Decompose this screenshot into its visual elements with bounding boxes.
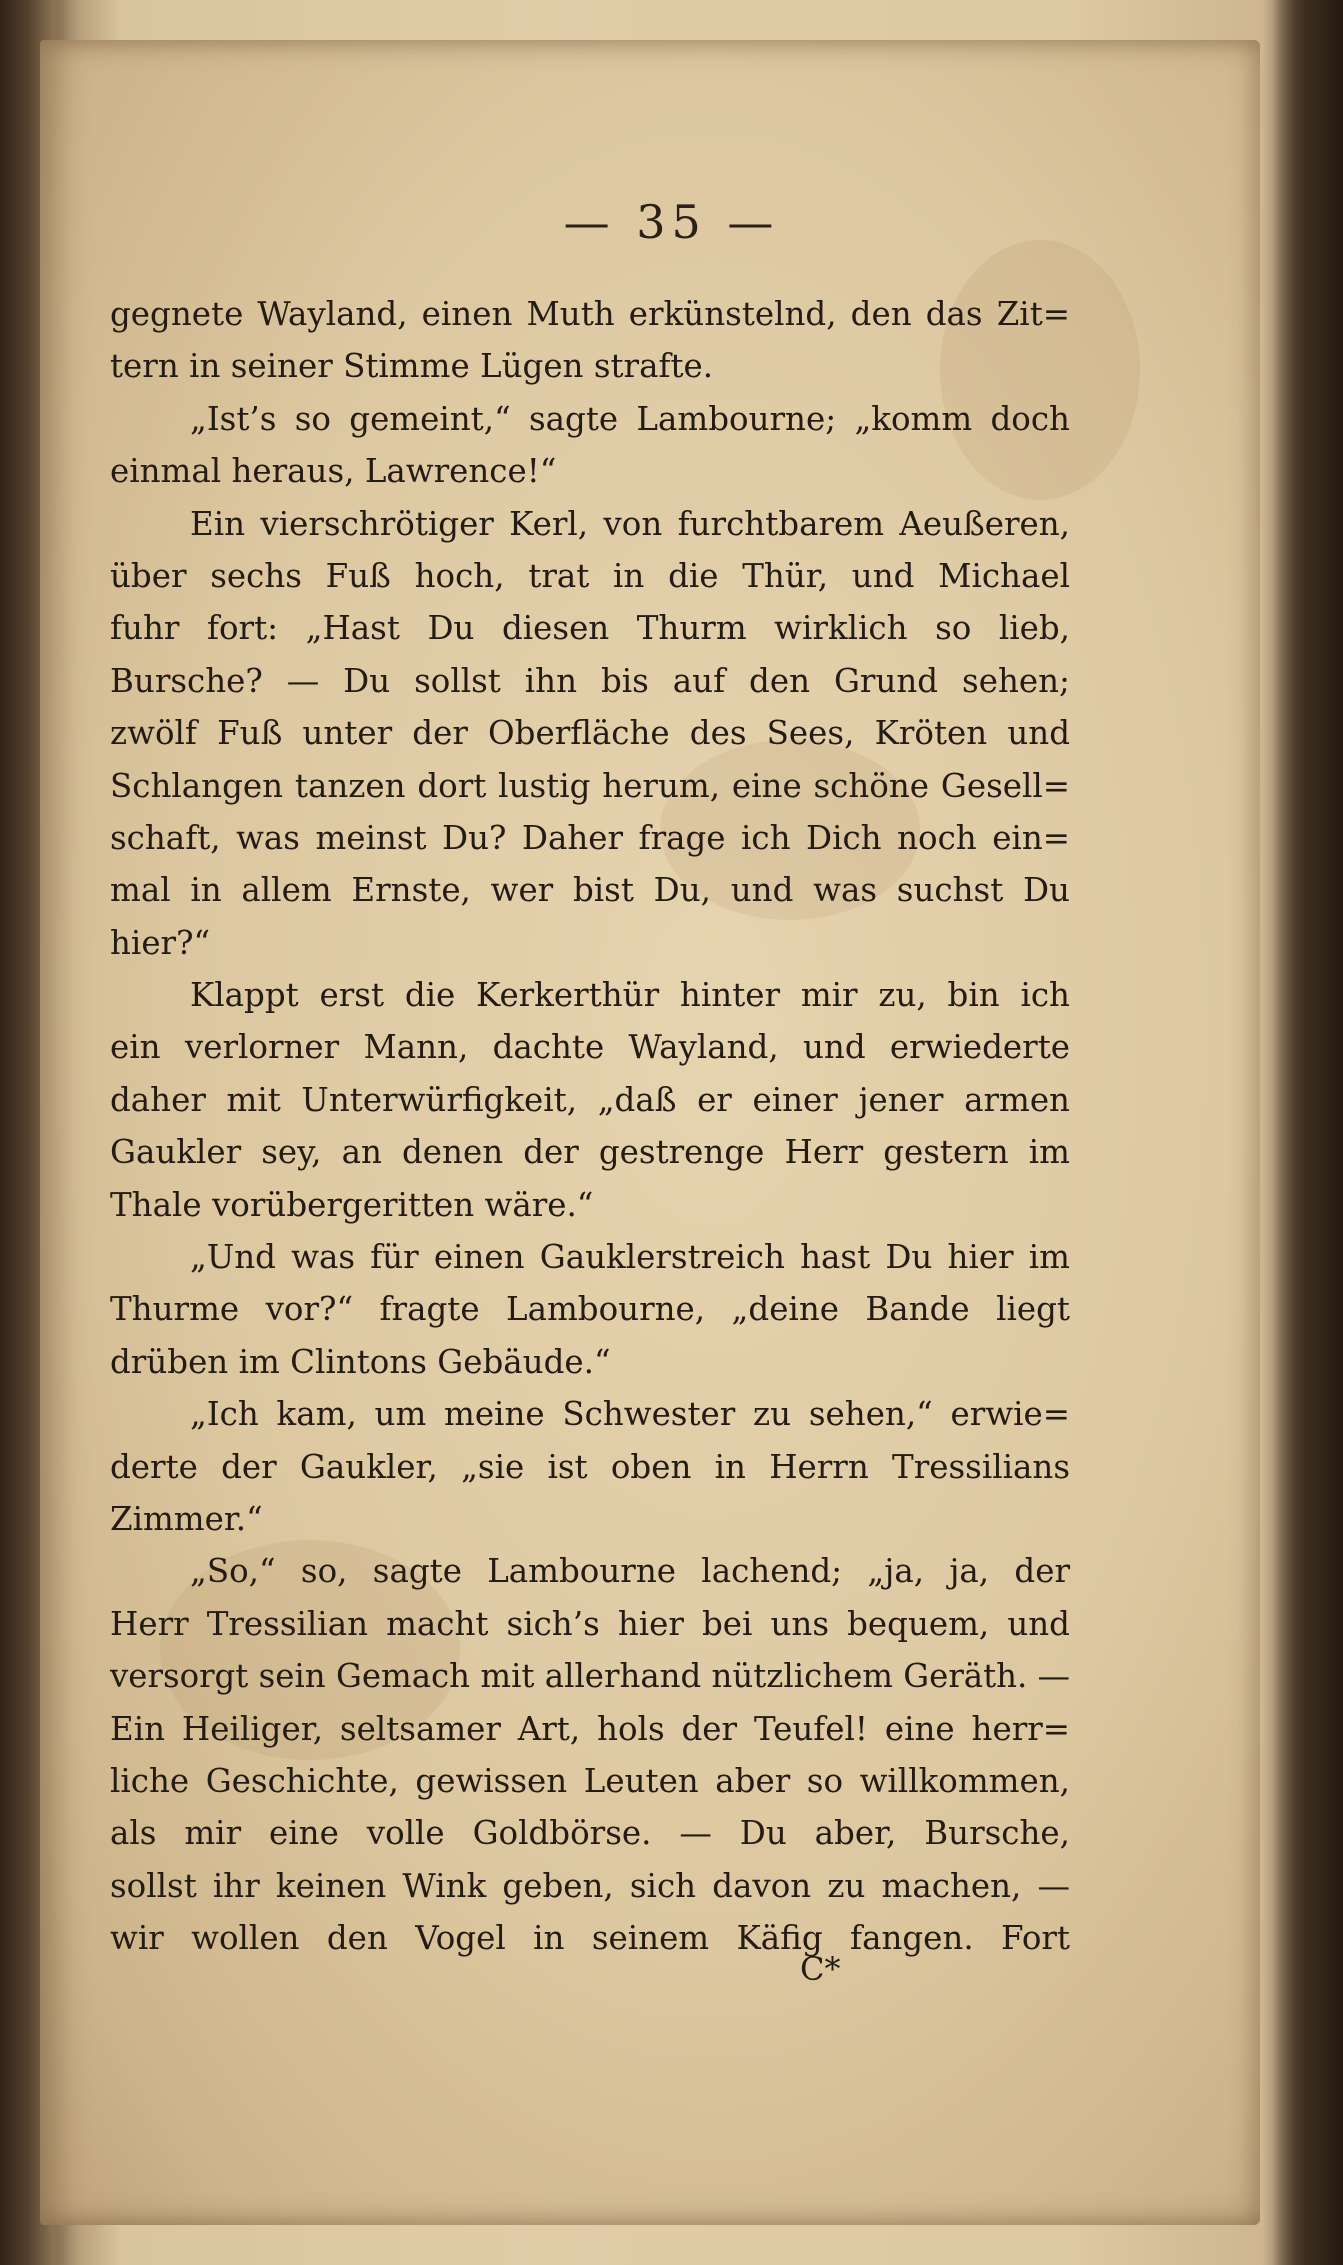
text-line: schaft, was meinst Du? Daher frage ich Dich noch ein= (110, 818, 1070, 857)
text-line: Bursche? — Du sollst ihn bis auf den Grund sehen; (110, 661, 1070, 700)
text-line: versorgt sein Gemach mit allerhand nützlichem Geräth. — (110, 1657, 1070, 1696)
text-line: „Ich kam, um meine Schwester zu sehen,“ erwie= (190, 1395, 1070, 1434)
text-line: „Und was für einen Gauklerstreich hast Du hier im (190, 1238, 1070, 1277)
signature-mark: C* (800, 1950, 841, 1988)
text-line: Zimmer.“ (110, 1499, 263, 1538)
body-text (110, 288, 1070, 1965)
text-line: Thale vorübergeritten wäre.“ (110, 1185, 594, 1224)
text-line: hier?“ (110, 923, 211, 962)
text-line: Schlangen tanzen dort lustig herum, eine schöne Gesell= (110, 766, 1070, 805)
text-line: fuhr fort: „Hast Du diesen Thurm wirklich so lieb, (110, 609, 1070, 648)
text-line: einmal heraus, Lawrence!“ (110, 452, 557, 491)
text-line: gegnete Wayland, einen Muth erkünstelnd, den das Zit= (110, 295, 1070, 333)
text-line: Klappt erst die Kerkerthür hinter mir zu, bin ich (190, 976, 1070, 1015)
text-line: Gaukler sey, an denen der gestrenge Herr gestern im (110, 1133, 1070, 1172)
text-line: wir wollen den Vogel in seinem Käfig fangen. Fort (110, 1919, 1070, 1958)
text-line: zwölf Fuß unter der Oberfläche des Sees, Kröten und (110, 714, 1070, 753)
text-line: drüben im Clintons Gebäude.“ (110, 1342, 611, 1381)
text-line: als mir eine volle Goldbörse. — Du aber, Bursche, (110, 1814, 1070, 1853)
text-line: „So,“ so, sagte Lambourne lachend; „ja, ja, der (190, 1552, 1070, 1591)
text-line: ein verlorner Mann, dachte Wayland, und erwiederte (110, 1028, 1070, 1067)
text-line: über sechs Fuß hoch, trat in die Thür, und Michael (110, 556, 1070, 595)
text-line: tern in seiner Stimme Lügen strafte. (110, 347, 714, 386)
text-line: Ein Heiliger, seltsamer Art, hols der Teufel! eine herr= (110, 1709, 1070, 1748)
text-line: Thurme vor?“ fragte Lambourne, „deine Bande liegt (110, 1290, 1070, 1329)
text-line: liche Geschichte, gewissen Leuten aber so willkommen, (110, 1761, 1070, 1800)
text-line: mal in allem Ernste, wer bist Du, und was suchst Du (110, 871, 1070, 910)
text-line: daher mit Unterwürfigkeit, „daß er einer jener armen (110, 1080, 1070, 1119)
text-line: sollst ihr keinen Wink geben, sich davon zu machen, — (110, 1866, 1070, 1905)
page-number: — 35 — (563, 195, 780, 249)
text-line: „Ist’s so gemeint,“ sagte Lambourne; „komm doch (190, 399, 1070, 438)
text-line: derte der Gaukler, „sie ist oben in Herrn Tressilians (110, 1447, 1070, 1486)
text-line: Herr Tressilian macht sich’s hier bei uns bequem, und (110, 1604, 1070, 1643)
text-line: Ein vierschrötiger Kerl, von furchtbarem Aeußeren, (190, 504, 1070, 543)
page-edge-shadow (1273, 0, 1343, 2265)
